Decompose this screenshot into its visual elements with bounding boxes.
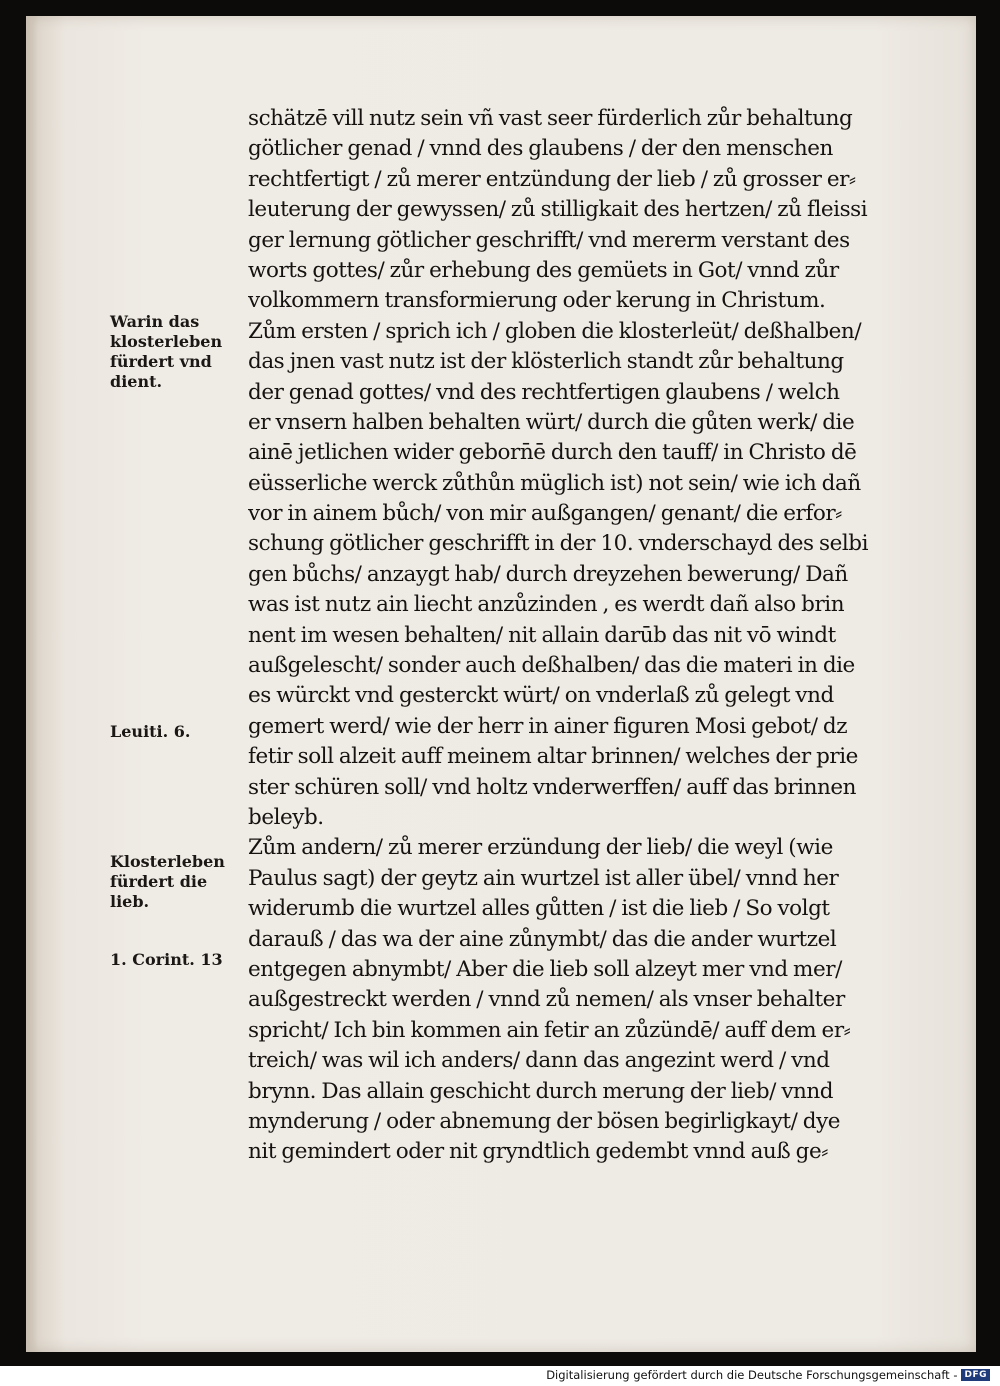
margin-note-leuiti [110, 722, 250, 742]
margin-note-line: fürdert die [110, 872, 208, 891]
margin-note-corint [110, 950, 250, 970]
text-line: Zům andern/ zů merer erzündung der lieb/ die weyl (wie [248, 835, 833, 861]
text-line: nit gemindert oder nit gryndtlich gedembt vnnd auß ge⸗ [248, 1139, 828, 1165]
text-line: ainē jetlichen wider geborn̄ē durch den tauff/ in Christo dē [248, 440, 857, 466]
margin-note-line: fürdert vnd [110, 352, 212, 371]
digitization-credit [546, 1368, 990, 1382]
text-line: widerumb die wurtzel alles gůtten / ist die lieb / So volgt [248, 896, 830, 922]
text-line: vor in ainem bůch/ von mir außgangen/ genant/ die erfor⸗ [248, 501, 842, 527]
text-line: der genad gottes/ vnd des rechtfertigen glaubens / welch [248, 379, 840, 405]
text-line: fetir soll alzeit auff meinem altar brinnen/ welches der prie [248, 744, 858, 770]
text-line: nent im wesen behalten/ nit allain darūb das nit vō windt [248, 622, 836, 648]
main-text-block [248, 104, 928, 1168]
text-line: schätzē vill nutz sein vñ vast seer fürderlich zůr behaltung [248, 106, 853, 131]
page-gutter-shadow [26, 16, 38, 1352]
margin-note-line: Warin das [110, 312, 200, 331]
text-line: was ist nutz ain liecht anzůzinden , es werdt dañ also brin [248, 592, 845, 618]
text-line: Paulus sagt) der geytz ain wurtzel ist aller übel/ vnnd her [248, 865, 839, 891]
text-line: rechtfertigt / zů merer entzündung der lieb / zů grosser er⸗ [248, 166, 856, 192]
margin-note-line: Leuiti. 6. [110, 722, 191, 741]
text-line: ster schüren soll/ vnd holtz vnderwerffen/ auff das brinnen [248, 774, 857, 800]
margin-note-klosterleben-dient [110, 312, 250, 392]
text-line: mynderung / oder abnemung der bösen begirligkayt/ dye [248, 1108, 841, 1134]
text-line: außgelescht/ sonder auch deßhalben/ das die materi in die [248, 653, 855, 679]
text-line: treich/ was wil ich anders/ dann das angezint werd / vnd [248, 1048, 830, 1074]
credit-text: Digitalisierung gefördert durch die Deutsche Forschungsgemeinschaft - [546, 1368, 958, 1382]
text-line: leuterung der gewyssen/ zů stilligkait des hertzen/ zů fleissi [248, 197, 868, 223]
text-line: außgestreckt werden / vnnd zů nemen/ als vnser behalter [248, 987, 845, 1013]
text-line: entgegen abnymbt/ Aber die lieb soll alzeyt mer vnd mer/ [248, 956, 842, 982]
text-line: volkommern transformierung oder kerung in Christum. [248, 288, 826, 314]
text-line: eüsserliche werck zůthůn müglich ist) not sein/ wie ich dañ [248, 470, 861, 496]
margin-note-line: klosterleben [110, 332, 223, 351]
text-line: spricht/ Ich bin kommen ain fetir an zůzündē/ auff dem er⸗ [248, 1017, 851, 1043]
text-line: götlicher genad / vnnd des glaubens / der den menschen [248, 136, 833, 162]
text-line: worts gottes/ zůr erhebung des gemüets in Got/ vnnd zůr [248, 257, 839, 283]
margin-note-klosterleben-lieb [110, 852, 250, 912]
text-line: brynn. Das allain geschicht durch merung der lieb/ vnnd [248, 1078, 834, 1104]
text-line: beleyb. [248, 804, 324, 830]
text-line: das jnen vast nutz ist der klösterlich standt zůr behaltung [248, 349, 844, 375]
text-line: Zům ersten / sprich ich / globen die klosterleüt/ deßhalben/ [248, 318, 862, 344]
margin-note-line: dient. [110, 372, 163, 391]
text-line: schung götlicher geschrifft in der 10. vnderschayd des selbi [248, 531, 869, 557]
text-line: darauß / das wa der aine zůnymbt/ das die ander wurtzel [248, 926, 837, 952]
margin-note-line: lieb. [110, 892, 150, 911]
text-line: gen bůchs/ anzaygt hab/ durch dreyzehen bewerung/ Dañ [248, 561, 848, 587]
text-line: ger lernung götlicher geschrifft/ vnd mererm verstant des [248, 227, 850, 253]
margin-note-line: 1. Corint. 13 [110, 950, 223, 969]
text-line: es würckt vnd gesterckt würt/ on vnderlaß zů gelegt vnd [248, 683, 834, 709]
text-line: gemert werd/ wie der herr in ainer figuren Mosi gebot/ dz [248, 713, 848, 739]
text-line: er vnsern halben behalten würt/ durch die gůten werk/ die [248, 409, 855, 435]
margin-note-line: Klosterleben [110, 852, 225, 871]
dfg-logo: DFG [961, 1369, 990, 1381]
